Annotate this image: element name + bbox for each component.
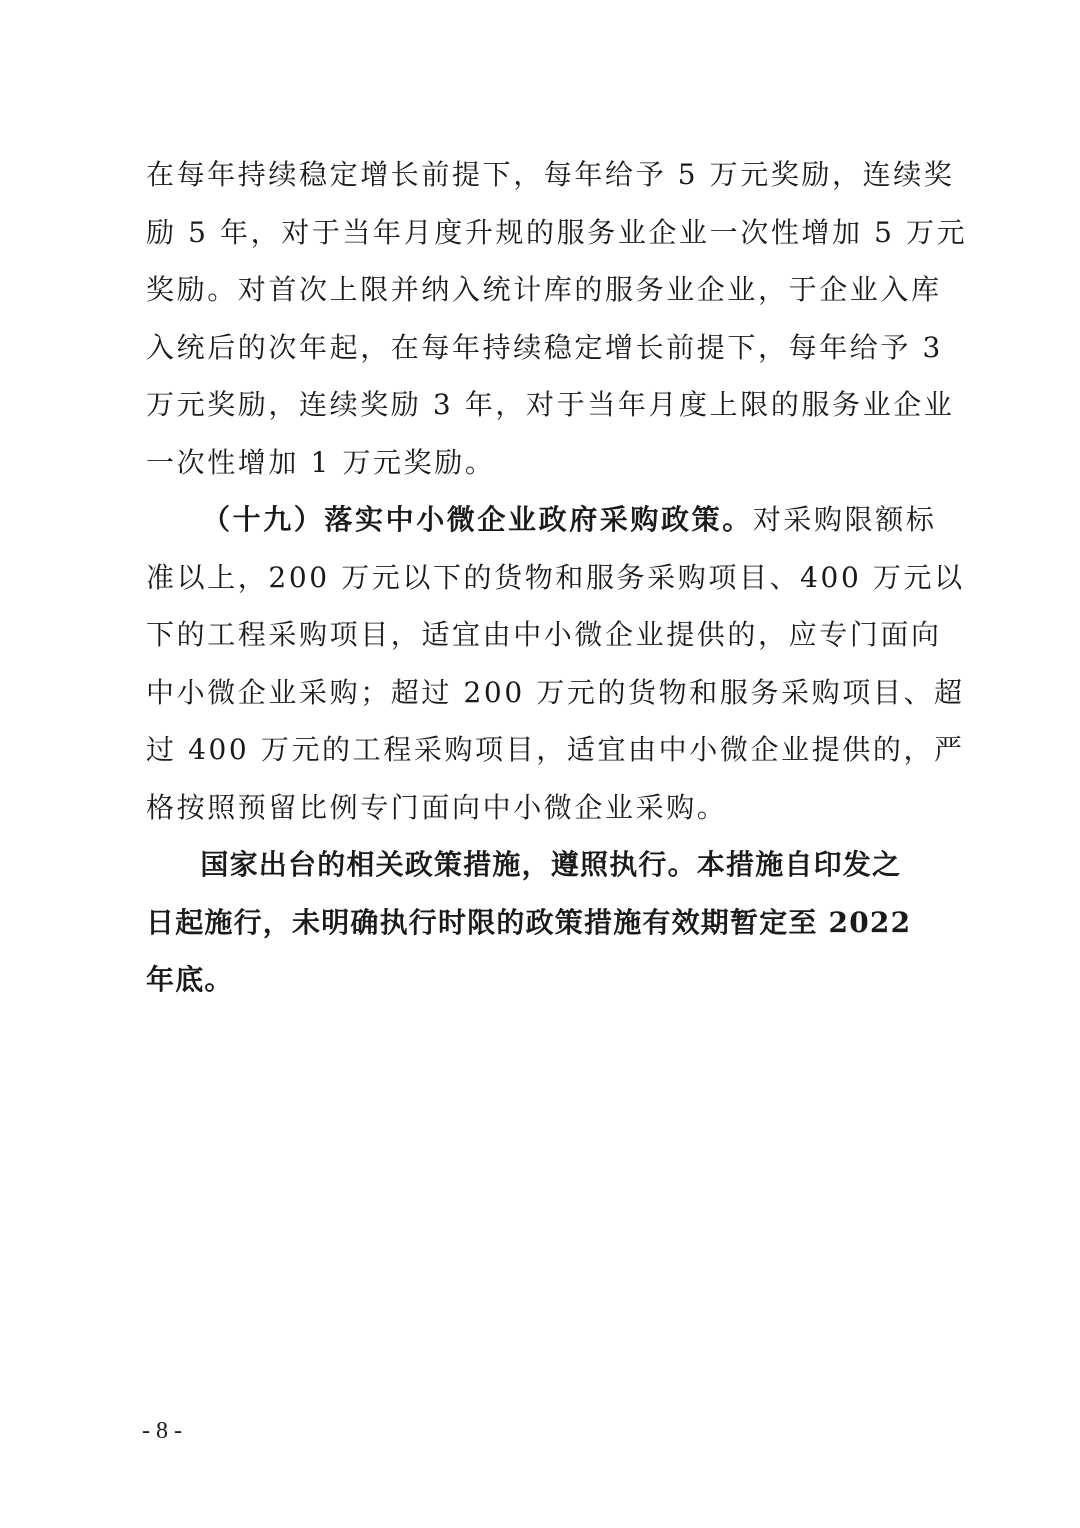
text-line: 国家出台的相关政策措施，遵照执行。本措施自印发之 [142, 848, 902, 881]
page-number-text: - 8 - [142, 1418, 182, 1444]
document-body [142, 146, 968, 1009]
text-line: 一次性增加 1 万元奖励。 [146, 445, 496, 479]
paragraph-incentive-awards [146, 146, 968, 491]
text-line: 万元奖励，连续奖励 3 年，对于当年月度上限的服务业企业 [146, 388, 955, 421]
text-line: 在每年持续稳定增长前提下，每年给予 5 万元奖励，连续奖 [146, 158, 955, 191]
text-run: 对采购限额标 [752, 503, 937, 536]
text-line: 下的工程采购项目，适宜由中小微企业提供的，应专门面向 [146, 618, 942, 651]
text-line: 过 400 万元的工程采购项目，适宜由中小微企业提供的，严 [146, 733, 965, 766]
text-line: 日起施行，未明确执行时限的政策措施有效期暂定至 2022 [146, 905, 912, 939]
text-line: 入统后的次年起，在每年持续稳定增长前提下，每年给予 3 [146, 330, 943, 364]
text-line: 准以上，200 万元以下的货物和服务采购项目、400 万元以 [146, 560, 965, 594]
paragraph-procurement-policy [146, 491, 965, 836]
text-line: 奖励。对首次上限并纳入统计库的服务业企业，于企业入库 [146, 273, 942, 306]
text-line: 格按照预留比例专门面向中小微企业采购。 [146, 790, 728, 824]
section-heading: （十九）落实中小微企业政府采购政策。 [202, 503, 753, 536]
paragraph-effective-date [142, 836, 912, 1009]
text-line: 中小微企业采购；超过 200 万元的货物和服务采购项目、超 [146, 675, 965, 709]
text-line: 励 5 年，对于当年月度升规的服务业企业一次性增加 5 万元 [146, 215, 968, 249]
text-line: 年底。 [146, 963, 234, 996]
text-line [146, 491, 937, 549]
